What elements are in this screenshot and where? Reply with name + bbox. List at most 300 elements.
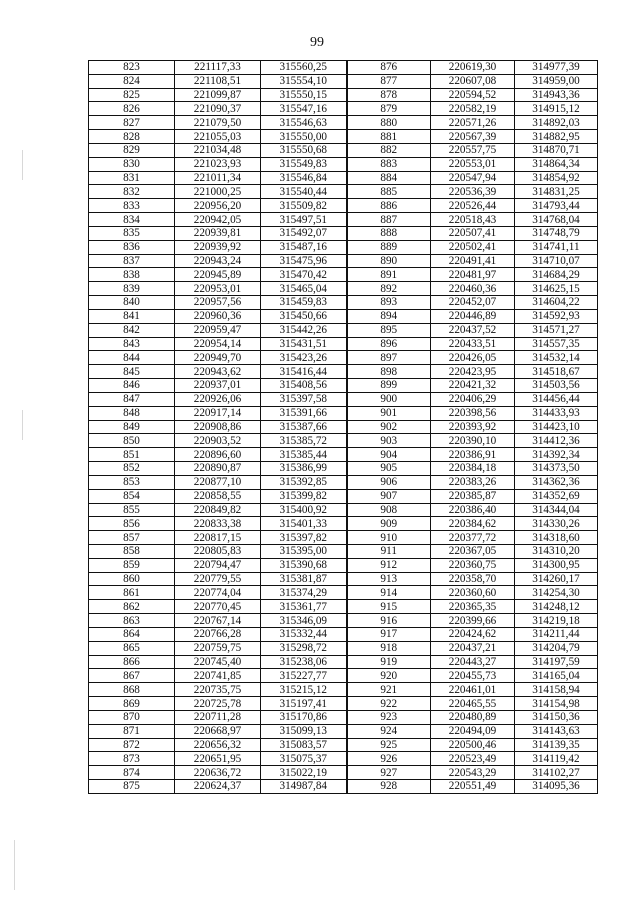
point-number-left: 874 — [89, 766, 175, 780]
x-coordinate-right: 220491,41 — [431, 254, 515, 268]
x-coordinate-right: 220523,49 — [431, 752, 515, 766]
point-number-right: 876 — [347, 61, 431, 75]
point-number-left: 835 — [89, 226, 175, 240]
x-coordinate-right: 220502,41 — [431, 240, 515, 254]
y-coordinate-right: 314310,20 — [515, 544, 598, 558]
point-number-right: 903 — [347, 434, 431, 448]
x-coordinate-left: 220766,28 — [175, 627, 261, 641]
y-coordinate-right: 314433,93 — [515, 406, 598, 420]
point-number-right: 919 — [347, 655, 431, 669]
x-coordinate-right: 220386,40 — [431, 503, 515, 517]
point-number-left: 872 — [89, 738, 175, 752]
x-coordinate-right: 220461,01 — [431, 683, 515, 697]
y-coordinate-left: 315470,42 — [261, 268, 347, 282]
x-coordinate-left: 220805,83 — [175, 544, 261, 558]
point-number-left: 824 — [89, 74, 175, 88]
point-number-left: 827 — [89, 116, 175, 130]
point-number-right: 914 — [347, 586, 431, 600]
x-coordinate-left: 220896,60 — [175, 448, 261, 462]
point-number-left: 836 — [89, 240, 175, 254]
point-number-left: 826 — [89, 102, 175, 116]
x-coordinate-left: 220939,92 — [175, 240, 261, 254]
point-number-right: 889 — [347, 240, 431, 254]
y-coordinate-right: 314197,59 — [515, 655, 598, 669]
x-coordinate-left: 220651,95 — [175, 752, 261, 766]
table-row — [89, 296, 598, 310]
table-row — [89, 240, 598, 254]
x-coordinate-left: 220959,47 — [175, 323, 261, 337]
table-row — [89, 600, 598, 614]
x-coordinate-right: 220465,55 — [431, 697, 515, 711]
x-coordinate-left: 221034,48 — [175, 143, 261, 157]
y-coordinate-right: 314604,22 — [515, 296, 598, 310]
table-row — [89, 102, 598, 116]
x-coordinate-right: 220385,87 — [431, 489, 515, 503]
table-row — [89, 627, 598, 641]
y-coordinate-left: 315083,57 — [261, 738, 347, 752]
point-number-left: 834 — [89, 213, 175, 227]
point-number-right: 880 — [347, 116, 431, 130]
point-number-right: 902 — [347, 420, 431, 434]
coordinates-table-body — [89, 61, 598, 794]
point-number-right: 925 — [347, 738, 431, 752]
point-number-right: 891 — [347, 268, 431, 282]
x-coordinate-left: 220774,04 — [175, 586, 261, 600]
point-number-left: 839 — [89, 282, 175, 296]
y-coordinate-left: 315408,56 — [261, 379, 347, 393]
point-number-right: 920 — [347, 669, 431, 683]
y-coordinate-left: 315395,00 — [261, 544, 347, 558]
point-number-left: 846 — [89, 379, 175, 393]
x-coordinate-right: 220386,91 — [431, 448, 515, 462]
table-row — [89, 724, 598, 738]
x-coordinate-left: 220943,62 — [175, 365, 261, 379]
y-coordinate-left: 315298,72 — [261, 641, 347, 655]
y-coordinate-right: 314158,94 — [515, 683, 598, 697]
point-number-left: 844 — [89, 351, 175, 365]
x-coordinate-right: 220460,36 — [431, 282, 515, 296]
point-number-left: 864 — [89, 627, 175, 641]
x-coordinate-right: 220390,10 — [431, 434, 515, 448]
y-coordinate-left: 315238,06 — [261, 655, 347, 669]
x-coordinate-left: 220908,86 — [175, 420, 261, 434]
y-coordinate-right: 314710,07 — [515, 254, 598, 268]
y-coordinate-left: 315547,16 — [261, 102, 347, 116]
table-row — [89, 392, 598, 406]
y-coordinate-right: 314139,35 — [515, 738, 598, 752]
y-coordinate-right: 314518,67 — [515, 365, 598, 379]
x-coordinate-left: 220656,32 — [175, 738, 261, 752]
y-coordinate-left: 315385,44 — [261, 448, 347, 462]
table-row — [89, 282, 598, 296]
table-row — [89, 531, 598, 545]
y-coordinate-right: 314344,04 — [515, 503, 598, 517]
y-coordinate-left: 315392,85 — [261, 475, 347, 489]
y-coordinate-left: 315560,25 — [261, 61, 347, 75]
x-coordinate-left: 220890,87 — [175, 462, 261, 476]
y-coordinate-right: 314362,36 — [515, 475, 598, 489]
table-row — [89, 226, 598, 240]
point-number-left: 863 — [89, 614, 175, 628]
y-coordinate-left: 315431,51 — [261, 337, 347, 351]
point-number-left: 849 — [89, 420, 175, 434]
point-number-right: 908 — [347, 503, 431, 517]
y-coordinate-left: 315550,68 — [261, 143, 347, 157]
point-number-left: 831 — [89, 171, 175, 185]
x-coordinate-left: 220794,47 — [175, 558, 261, 572]
table-row — [89, 420, 598, 434]
margin-scan-mark-top — [22, 150, 23, 180]
y-coordinate-right: 314870,71 — [515, 143, 598, 157]
point-number-left: 847 — [89, 392, 175, 406]
table-row — [89, 475, 598, 489]
x-coordinate-left: 220725,78 — [175, 697, 261, 711]
table-row — [89, 157, 598, 171]
point-number-right: 898 — [347, 365, 431, 379]
point-number-right: 901 — [347, 406, 431, 420]
y-coordinate-right: 314204,79 — [515, 641, 598, 655]
point-number-right: 928 — [347, 780, 431, 794]
x-coordinate-right: 220360,75 — [431, 558, 515, 572]
point-number-left: 850 — [89, 434, 175, 448]
x-coordinate-left: 220636,72 — [175, 766, 261, 780]
point-number-right: 906 — [347, 475, 431, 489]
x-coordinate-right: 220365,35 — [431, 600, 515, 614]
y-coordinate-left: 315492,07 — [261, 226, 347, 240]
y-coordinate-left: 315546,84 — [261, 171, 347, 185]
x-coordinate-left: 220767,14 — [175, 614, 261, 628]
point-number-right: 882 — [347, 143, 431, 157]
point-number-right: 926 — [347, 752, 431, 766]
point-number-right: 878 — [347, 88, 431, 102]
table-row — [89, 614, 598, 628]
y-coordinate-left: 315550,15 — [261, 88, 347, 102]
x-coordinate-left: 220939,81 — [175, 226, 261, 240]
y-coordinate-right: 314892,03 — [515, 116, 598, 130]
point-number-left: 867 — [89, 669, 175, 683]
point-number-left: 823 — [89, 61, 175, 75]
x-coordinate-left: 221011,34 — [175, 171, 261, 185]
table-row — [89, 254, 598, 268]
point-number-left: 866 — [89, 655, 175, 669]
point-number-left: 828 — [89, 130, 175, 144]
point-number-left: 840 — [89, 296, 175, 310]
y-coordinate-left: 315385,72 — [261, 434, 347, 448]
y-coordinate-left: 315546,63 — [261, 116, 347, 130]
point-number-right: 894 — [347, 309, 431, 323]
y-coordinate-left: 315361,77 — [261, 600, 347, 614]
y-coordinate-left: 315227,77 — [261, 669, 347, 683]
x-coordinate-left: 220926,06 — [175, 392, 261, 406]
table-row — [89, 558, 598, 572]
y-coordinate-left: 315374,29 — [261, 586, 347, 600]
point-number-left: 859 — [89, 558, 175, 572]
point-number-right: 879 — [347, 102, 431, 116]
coordinates-table — [88, 60, 598, 794]
x-coordinate-right: 220406,29 — [431, 392, 515, 406]
point-number-right: 924 — [347, 724, 431, 738]
x-coordinate-right: 220557,75 — [431, 143, 515, 157]
x-coordinate-right: 220383,26 — [431, 475, 515, 489]
x-coordinate-left: 220624,37 — [175, 780, 261, 794]
x-coordinate-left: 220711,28 — [175, 710, 261, 724]
table-row — [89, 710, 598, 724]
point-number-left: 848 — [89, 406, 175, 420]
y-coordinate-left: 315540,44 — [261, 185, 347, 199]
point-number-right: 896 — [347, 337, 431, 351]
x-coordinate-left: 220954,14 — [175, 337, 261, 351]
table-row — [89, 641, 598, 655]
point-number-right: 910 — [347, 531, 431, 545]
y-coordinate-right: 314768,04 — [515, 213, 598, 227]
y-coordinate-right: 314150,36 — [515, 710, 598, 724]
point-number-right: 888 — [347, 226, 431, 240]
table-row — [89, 738, 598, 752]
x-coordinate-left: 220770,45 — [175, 600, 261, 614]
y-coordinate-left: 315416,44 — [261, 365, 347, 379]
point-number-left: 868 — [89, 683, 175, 697]
table-row — [89, 780, 598, 794]
table-row — [89, 406, 598, 420]
y-coordinate-right: 314864,34 — [515, 157, 598, 171]
y-coordinate-left: 315075,37 — [261, 752, 347, 766]
x-coordinate-right: 220594,52 — [431, 88, 515, 102]
y-coordinate-right: 314571,27 — [515, 323, 598, 337]
point-number-left: 853 — [89, 475, 175, 489]
point-number-left: 855 — [89, 503, 175, 517]
y-coordinate-right: 314943,36 — [515, 88, 598, 102]
table-row — [89, 268, 598, 282]
y-coordinate-right: 314831,25 — [515, 185, 598, 199]
x-coordinate-left: 220849,82 — [175, 503, 261, 517]
x-coordinate-right: 220424,62 — [431, 627, 515, 641]
y-coordinate-right: 314254,30 — [515, 586, 598, 600]
x-coordinate-left: 220779,55 — [175, 572, 261, 586]
y-coordinate-right: 314165,04 — [515, 669, 598, 683]
y-coordinate-right: 314503,56 — [515, 379, 598, 393]
point-number-right: 923 — [347, 710, 431, 724]
table-row — [89, 309, 598, 323]
point-number-right: 884 — [347, 171, 431, 185]
point-number-left: 871 — [89, 724, 175, 738]
x-coordinate-left: 220942,05 — [175, 213, 261, 227]
table-row — [89, 462, 598, 476]
x-coordinate-right: 220452,07 — [431, 296, 515, 310]
x-coordinate-left: 220957,56 — [175, 296, 261, 310]
y-coordinate-left: 315399,82 — [261, 489, 347, 503]
table-row — [89, 199, 598, 213]
x-coordinate-right: 220367,05 — [431, 544, 515, 558]
y-coordinate-left: 315554,10 — [261, 74, 347, 88]
x-coordinate-right: 220384,62 — [431, 517, 515, 531]
table-row — [89, 130, 598, 144]
table-row — [89, 448, 598, 462]
point-number-right: 918 — [347, 641, 431, 655]
x-coordinate-left: 221099,87 — [175, 88, 261, 102]
y-coordinate-left: 315400,92 — [261, 503, 347, 517]
y-coordinate-right: 314793,44 — [515, 199, 598, 213]
y-coordinate-right: 314095,36 — [515, 780, 598, 794]
table-row — [89, 544, 598, 558]
x-coordinate-right: 220398,56 — [431, 406, 515, 420]
point-number-right: 892 — [347, 282, 431, 296]
point-number-left: 869 — [89, 697, 175, 711]
table-row — [89, 683, 598, 697]
x-coordinate-left: 220903,52 — [175, 434, 261, 448]
point-number-right: 883 — [347, 157, 431, 171]
margin-scan-mark-bottom — [14, 840, 15, 890]
x-coordinate-right: 220399,66 — [431, 614, 515, 628]
x-coordinate-left: 221117,33 — [175, 61, 261, 75]
point-number-left: 833 — [89, 199, 175, 213]
y-coordinate-left: 315509,82 — [261, 199, 347, 213]
point-number-left: 832 — [89, 185, 175, 199]
point-number-right: 897 — [347, 351, 431, 365]
point-number-left: 843 — [89, 337, 175, 351]
y-coordinate-right: 314423,10 — [515, 420, 598, 434]
point-number-left: 862 — [89, 600, 175, 614]
y-coordinate-right: 314592,93 — [515, 309, 598, 323]
x-coordinate-left: 220745,40 — [175, 655, 261, 669]
x-coordinate-right: 220547,94 — [431, 171, 515, 185]
point-number-left: 829 — [89, 143, 175, 157]
point-number-left: 860 — [89, 572, 175, 586]
x-coordinate-left: 220833,38 — [175, 517, 261, 531]
table-row — [89, 365, 598, 379]
x-coordinate-left: 220956,20 — [175, 199, 261, 213]
y-coordinate-right: 314959,00 — [515, 74, 598, 88]
table-row — [89, 503, 598, 517]
x-coordinate-left: 220960,36 — [175, 309, 261, 323]
y-coordinate-left: 315459,83 — [261, 296, 347, 310]
y-coordinate-right: 314154,98 — [515, 697, 598, 711]
table-row — [89, 697, 598, 711]
point-number-right: 877 — [347, 74, 431, 88]
x-coordinate-left: 221023,93 — [175, 157, 261, 171]
y-coordinate-right: 314532,14 — [515, 351, 598, 365]
point-number-right: 905 — [347, 462, 431, 476]
y-coordinate-left: 315549,83 — [261, 157, 347, 171]
x-coordinate-left: 220741,85 — [175, 669, 261, 683]
table-row — [89, 185, 598, 199]
table-row — [89, 517, 598, 531]
x-coordinate-left: 220945,89 — [175, 268, 261, 282]
y-coordinate-right: 314219,18 — [515, 614, 598, 628]
table-row — [89, 351, 598, 365]
x-coordinate-right: 220481,97 — [431, 268, 515, 282]
table-row — [89, 572, 598, 586]
y-coordinate-right: 314456,44 — [515, 392, 598, 406]
point-number-left: 875 — [89, 780, 175, 794]
y-coordinate-right: 314352,69 — [515, 489, 598, 503]
point-number-left: 854 — [89, 489, 175, 503]
x-coordinate-right: 220571,26 — [431, 116, 515, 130]
point-number-left: 852 — [89, 462, 175, 476]
x-coordinate-left: 221055,03 — [175, 130, 261, 144]
x-coordinate-right: 220494,09 — [431, 724, 515, 738]
table-row — [89, 752, 598, 766]
point-number-right: 915 — [347, 600, 431, 614]
table-row — [89, 586, 598, 600]
point-number-right: 900 — [347, 392, 431, 406]
point-number-right: 927 — [347, 766, 431, 780]
x-coordinate-right: 220500,46 — [431, 738, 515, 752]
point-number-right: 886 — [347, 199, 431, 213]
y-coordinate-right: 314412,36 — [515, 434, 598, 448]
x-coordinate-right: 220437,52 — [431, 323, 515, 337]
point-number-left: 857 — [89, 531, 175, 545]
table-row — [89, 669, 598, 683]
x-coordinate-left: 221000,25 — [175, 185, 261, 199]
x-coordinate-right: 220358,70 — [431, 572, 515, 586]
y-coordinate-right: 314854,92 — [515, 171, 598, 185]
y-coordinate-right: 314300,95 — [515, 558, 598, 572]
y-coordinate-left: 315487,16 — [261, 240, 347, 254]
y-coordinate-left: 314987,84 — [261, 780, 347, 794]
x-coordinate-right: 220518,43 — [431, 213, 515, 227]
y-coordinate-left: 315215,12 — [261, 683, 347, 697]
y-coordinate-right: 314684,29 — [515, 268, 598, 282]
point-number-right: 916 — [347, 614, 431, 628]
x-coordinate-right: 220619,30 — [431, 61, 515, 75]
y-coordinate-right: 314260,17 — [515, 572, 598, 586]
table-row — [89, 61, 598, 75]
x-coordinate-right: 220582,19 — [431, 102, 515, 116]
x-coordinate-left: 220949,70 — [175, 351, 261, 365]
table-row — [89, 74, 598, 88]
point-number-left: 842 — [89, 323, 175, 337]
point-number-left: 861 — [89, 586, 175, 600]
y-coordinate-right: 314625,15 — [515, 282, 598, 296]
x-coordinate-right: 220446,89 — [431, 309, 515, 323]
x-coordinate-right: 220480,89 — [431, 710, 515, 724]
point-number-left: 851 — [89, 448, 175, 462]
x-coordinate-left: 220858,55 — [175, 489, 261, 503]
point-number-right: 909 — [347, 517, 431, 531]
point-number-left: 845 — [89, 365, 175, 379]
x-coordinate-left: 220943,24 — [175, 254, 261, 268]
table-row — [89, 379, 598, 393]
y-coordinate-left: 315170,86 — [261, 710, 347, 724]
x-coordinate-left: 220668,97 — [175, 724, 261, 738]
point-number-right: 904 — [347, 448, 431, 462]
point-number-right: 899 — [347, 379, 431, 393]
table-row — [89, 655, 598, 669]
x-coordinate-right: 220377,72 — [431, 531, 515, 545]
y-coordinate-right: 314882,95 — [515, 130, 598, 144]
y-coordinate-right: 314977,39 — [515, 61, 598, 75]
x-coordinate-left: 220759,75 — [175, 641, 261, 655]
page-number: 99 — [310, 35, 324, 50]
x-coordinate-left: 220877,10 — [175, 475, 261, 489]
y-coordinate-right: 314143,63 — [515, 724, 598, 738]
y-coordinate-left: 315390,68 — [261, 558, 347, 572]
y-coordinate-right: 314102,27 — [515, 766, 598, 780]
x-coordinate-left: 220817,15 — [175, 531, 261, 545]
point-number-left: 841 — [89, 309, 175, 323]
point-number-right: 921 — [347, 683, 431, 697]
y-coordinate-left: 315197,41 — [261, 697, 347, 711]
y-coordinate-right: 314741,11 — [515, 240, 598, 254]
y-coordinate-left: 315450,66 — [261, 309, 347, 323]
point-number-left: 837 — [89, 254, 175, 268]
point-number-left: 856 — [89, 517, 175, 531]
y-coordinate-right: 314748,79 — [515, 226, 598, 240]
table-row — [89, 434, 598, 448]
x-coordinate-left: 220735,75 — [175, 683, 261, 697]
point-number-right: 885 — [347, 185, 431, 199]
point-number-right: 881 — [347, 130, 431, 144]
